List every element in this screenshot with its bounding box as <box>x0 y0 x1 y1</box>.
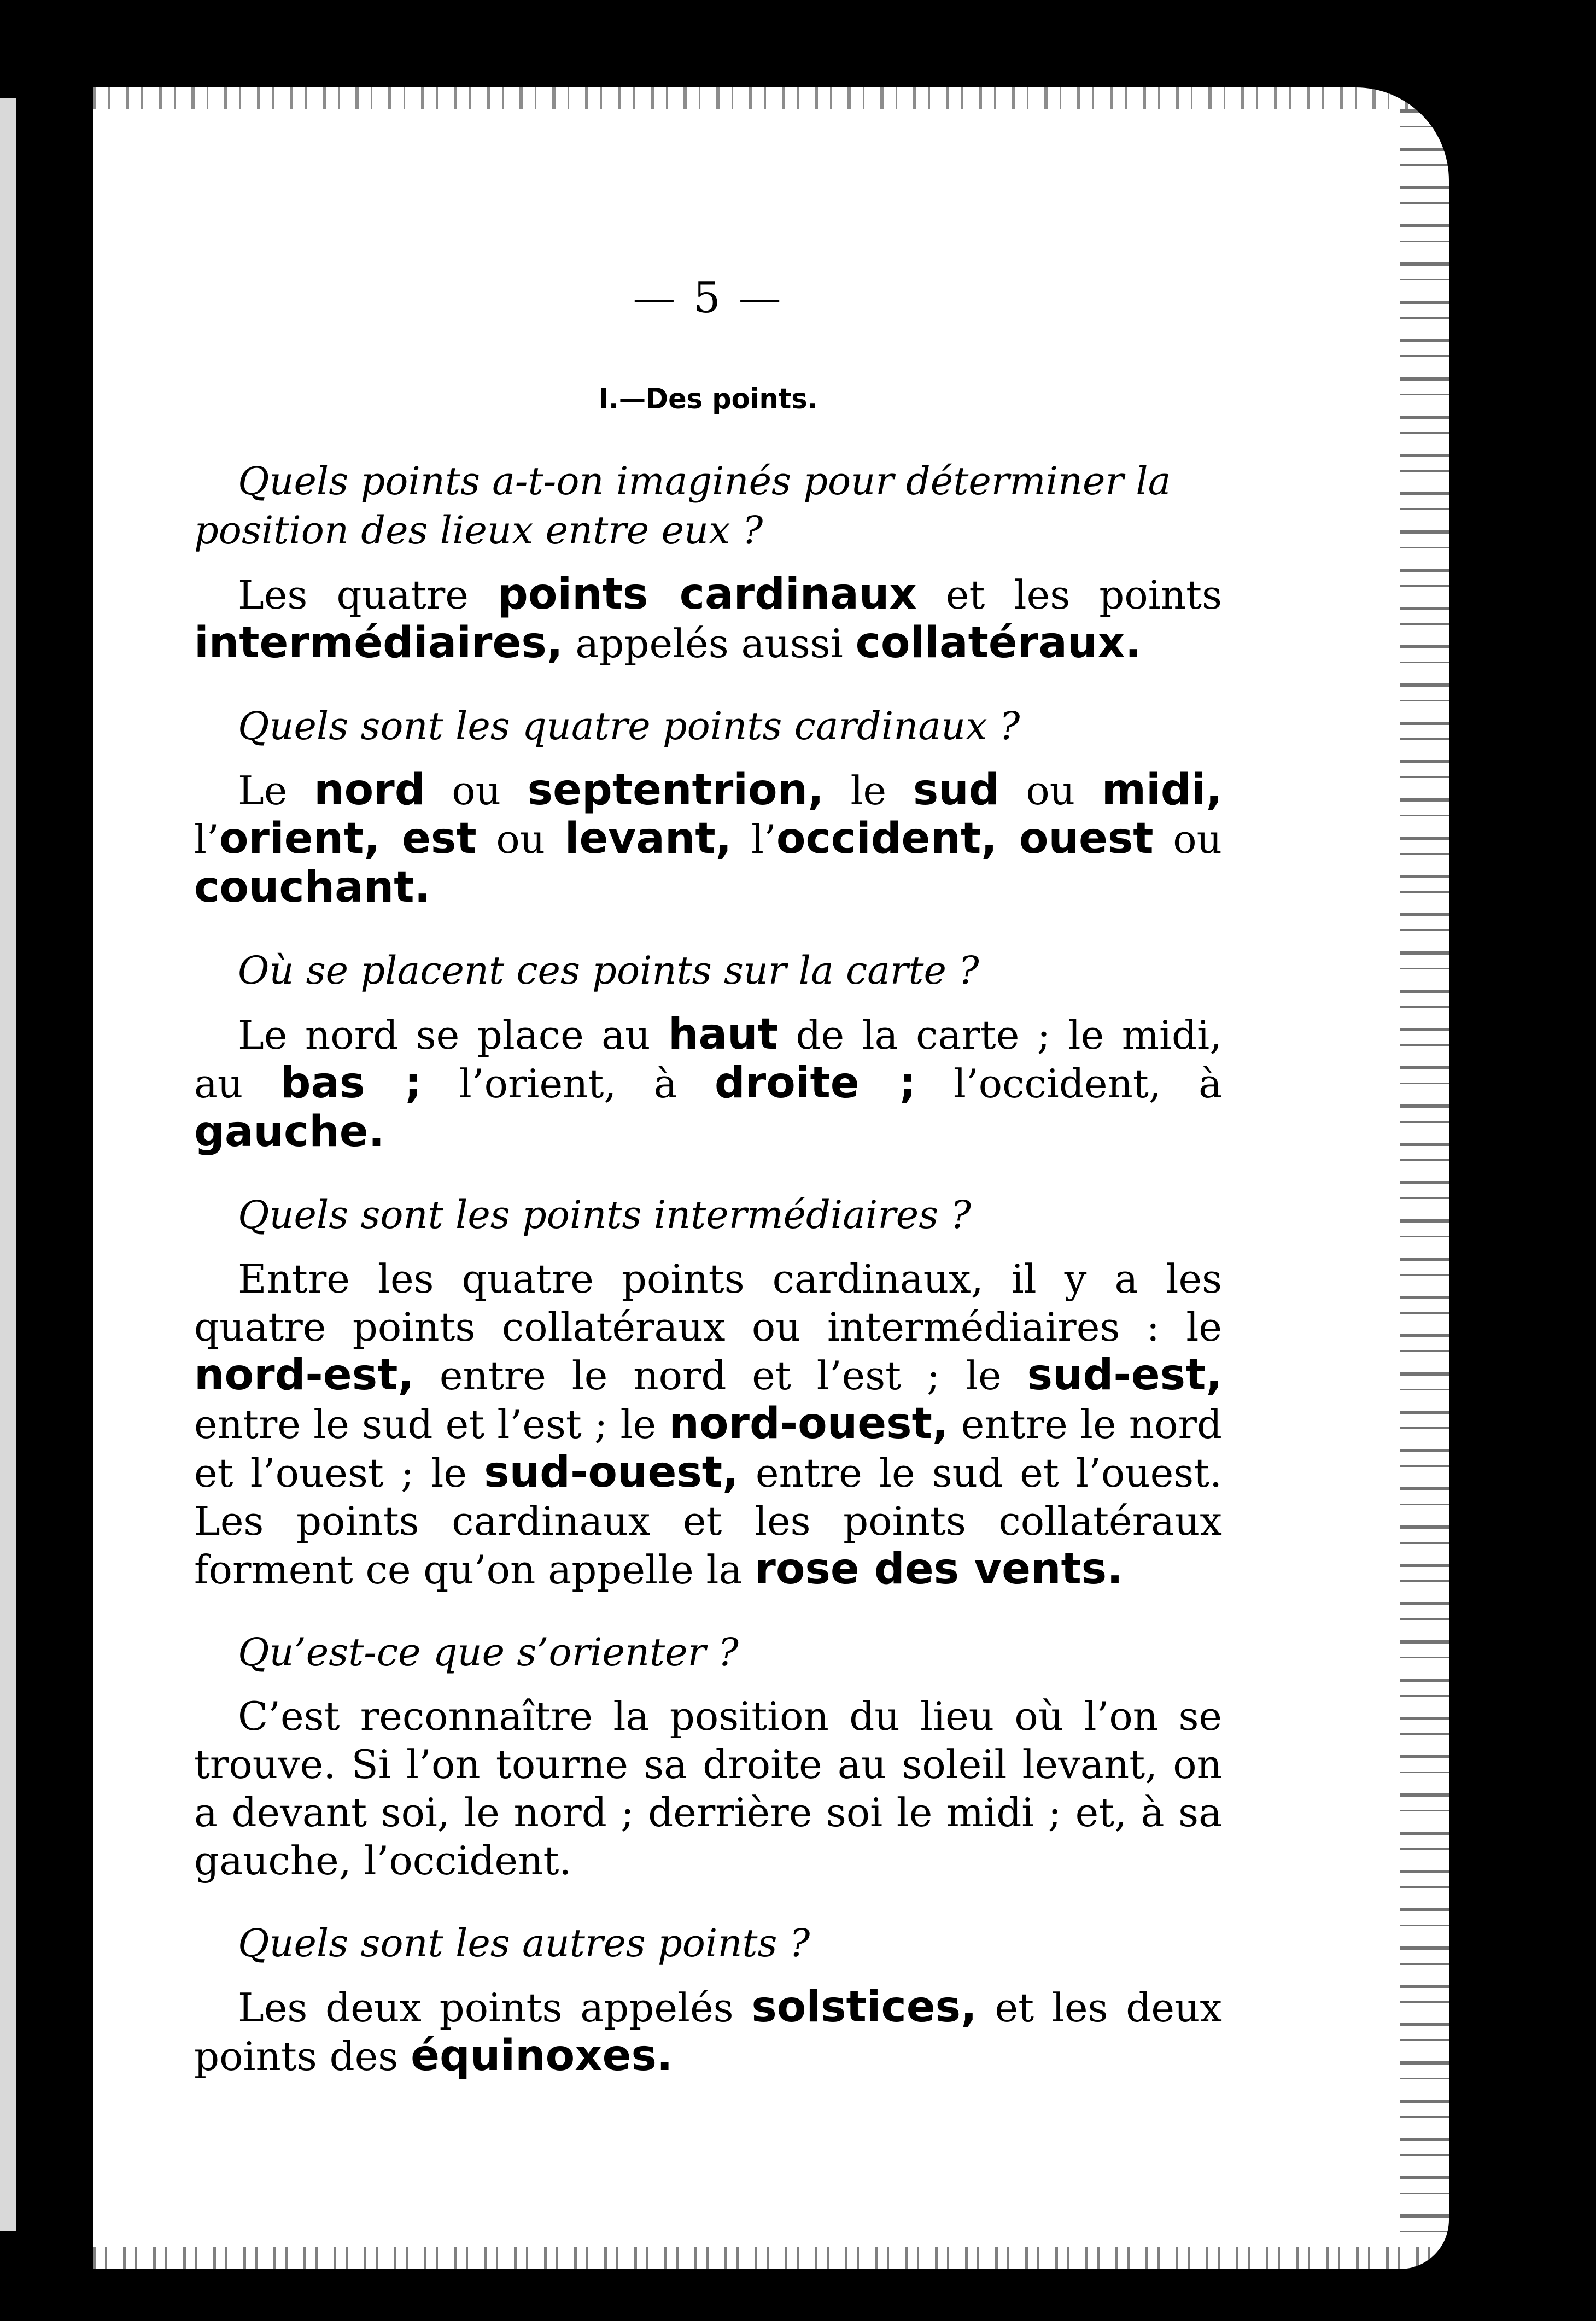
scan-noise-top <box>93 71 1449 109</box>
qa-block <box>194 946 1222 1156</box>
question: Qu’est-ce que s’orienter ? <box>238 1630 739 1675</box>
answer-text: l’occident, à <box>916 1061 1222 1107</box>
bold-term: nord <box>314 765 425 815</box>
answer-text: C’est reconnaître la position du lieu où l’on se trouve. Si l’on tourne sa droite au soleil levant, on a devant soi, le nord ; derrière soi le midi ; et, à sa gauche, l’occident. <box>194 1693 1222 1884</box>
bold-term: midi, <box>1101 765 1222 815</box>
bold-term: sud-est, <box>1027 1350 1222 1400</box>
answer-text: le <box>823 768 913 814</box>
qa-block <box>194 701 1222 912</box>
qa-block <box>194 457 1222 668</box>
answer-text: appelés aussi <box>563 621 856 667</box>
qa-block <box>194 1919 1222 2080</box>
bold-term: collatéraux. <box>855 618 1142 668</box>
answer-text: Entre les quatre points cardinaux, il y a les quatre points collatéraux ou intermédiaires : le <box>194 1256 1222 1350</box>
page-content <box>194 273 1222 2114</box>
answer <box>194 766 1222 912</box>
bold-term: couchant. <box>194 863 431 912</box>
bold-term: haut <box>668 1010 778 1059</box>
answer-text: l’orient, à <box>422 1061 715 1107</box>
bold-term: intermédiaires, <box>194 618 563 668</box>
question: Quels sont les autres points ? <box>238 1921 810 1966</box>
answer-text: ou <box>999 768 1102 814</box>
bold-term: septentrion, <box>527 765 824 815</box>
scan-left-strip <box>0 98 16 2231</box>
bold-term: sud-ouest, <box>484 1448 739 1497</box>
bold-term: points cardinaux <box>498 570 917 619</box>
answer-text: Le nord se place au <box>238 1012 668 1058</box>
question: Quels sont les quatre points cardinaux ? <box>238 704 1020 749</box>
question: Où se placent ces points sur la carte ? <box>238 948 979 993</box>
answer-text: entre le nord et l’ouest ; le <box>194 1401 1222 1496</box>
answer-text: et les points <box>916 572 1222 618</box>
question: Quels sont les points intermédiaires ? <box>238 1192 971 1237</box>
answer-text: ou <box>1153 816 1222 862</box>
answer <box>194 1255 1222 1594</box>
bold-term: nord-est, <box>194 1350 414 1400</box>
answer-text: et les deux points des <box>194 1985 1222 2079</box>
page-number: — 5 — <box>633 273 784 323</box>
section-title: I.—Des points. <box>598 383 818 416</box>
answer-text: entre le sud et l’ouest. Les points cardinaux et les points collatéraux forment ce qu’on appelle la <box>194 1450 1222 1593</box>
answer-text: entre le sud et l’est ; le <box>194 1401 669 1447</box>
answer-text: entre le nord et l’est ; le <box>414 1353 1027 1399</box>
answer-text: Les quatre <box>238 572 498 618</box>
answer-text: ou <box>425 768 528 814</box>
bold-term: orient, est <box>219 814 477 863</box>
bold-term: bas ; <box>280 1059 422 1108</box>
answer-text: de la carte ; le midi, au <box>194 1012 1222 1107</box>
answer-text: l’ <box>194 816 219 862</box>
answer <box>194 1983 1222 2080</box>
bold-term: équinoxes. <box>411 2031 673 2080</box>
question: Quels points a-t-on imaginés pour déterminer la position des lieux entre eux ? <box>194 459 1171 553</box>
answer <box>194 1692 1222 1885</box>
bold-term: gauche. <box>194 1107 385 1156</box>
scan-noise-right <box>1400 109 1449 2242</box>
bold-term: solstices, <box>751 1983 977 2032</box>
bold-term: occident, ouest <box>776 814 1154 863</box>
bold-term: sud <box>913 765 999 815</box>
bold-term: rose des vents. <box>755 1545 1123 1594</box>
answer-text: ou <box>476 816 565 862</box>
qa-block <box>194 1628 1222 1885</box>
bold-term: nord-ouest, <box>669 1399 949 1448</box>
answer <box>194 1010 1222 1156</box>
bold-term: droite ; <box>714 1059 916 1108</box>
answer-text: Le <box>238 768 314 814</box>
bold-term: levant, <box>564 814 732 863</box>
answer <box>194 570 1222 668</box>
answer-text: Les deux points appelés <box>238 1985 752 2031</box>
answer-text: l’ <box>732 816 776 862</box>
scan-noise-bottom <box>93 2247 1449 2280</box>
qa-block <box>194 1190 1222 1594</box>
